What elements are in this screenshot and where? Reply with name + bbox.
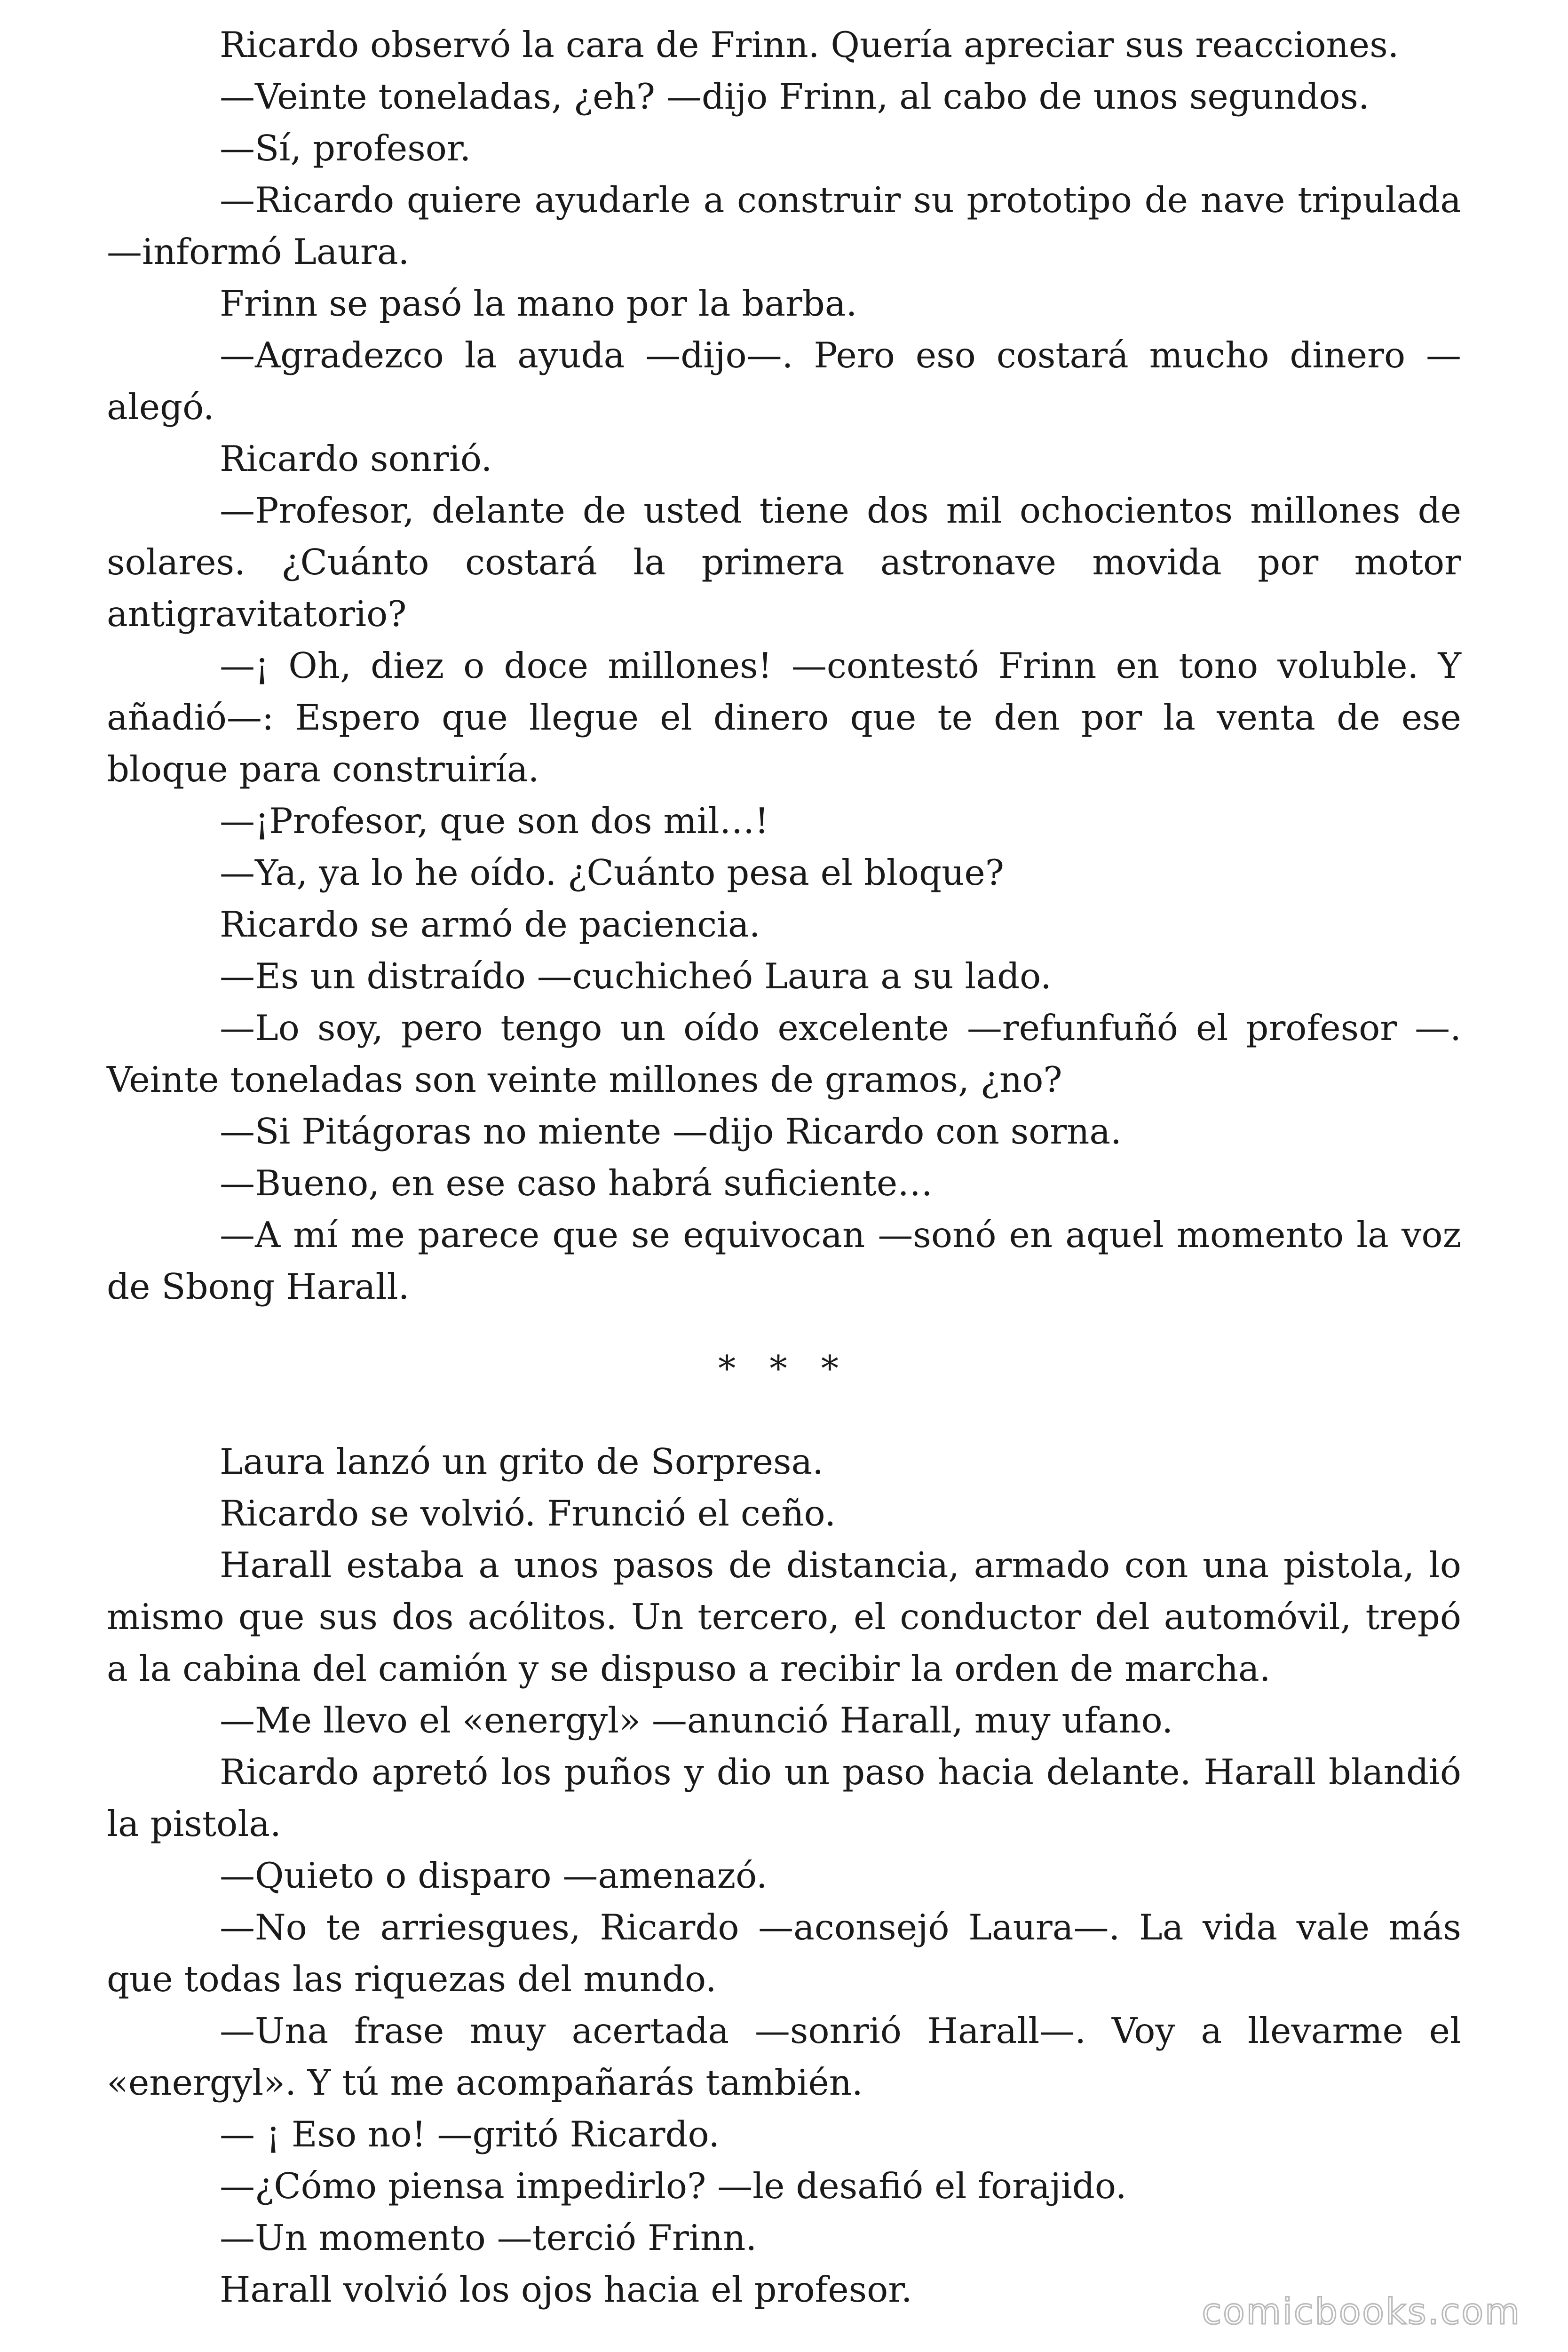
- paragraph: —Me llevo el «energyl» —anunció Harall, muy ufano.: [220, 1700, 1173, 1741]
- paragraph: —¿Cómo piensa impedirlo? —le desafió el forajido.: [220, 2165, 1127, 2207]
- paragraph: Harall estaba a unos pasos de distancia, armado con una pistola, lo mismo que sus dos acólitos. Un tercero, el conductor del automóvil, trepó a la cabina del camión y se dispuso a recibir la orden de marcha.: [107, 1544, 1461, 1689]
- paragraph: Harall volvió los ojos hacia el profesor.: [220, 2269, 912, 2310]
- paragraph: —¡Profesor, que son dos mil…!: [220, 800, 769, 842]
- paragraph: —Quieto o disparo —amenazó.: [220, 1855, 768, 1896]
- paragraph: Ricardo observó la cara de Frinn. Quería apreciar sus reacciones.: [220, 24, 1399, 65]
- paragraph: — ¡ Eso no! —gritó Ricardo.: [220, 2114, 720, 2155]
- paragraph: —Bueno, en ese caso habrá suficiente…: [220, 1162, 933, 1204]
- paragraph: —Ricardo quiere ayudarle a construir su prototipo de nave tripulada —informó Laura.: [107, 179, 1461, 272]
- page-text: [107, 19, 1461, 2315]
- section-2: [107, 1436, 1461, 2315]
- paragraph: —Agradezco la ayuda —dijo—. Pero eso costará mucho dinero —alegó.: [107, 334, 1461, 428]
- paragraph: —Veinte toneladas, ¿eh? —dijo Frinn, al cabo de unos segundos.: [220, 76, 1370, 117]
- paragraph: Ricardo se volvió. Frunció el ceño.: [220, 1493, 836, 1534]
- paragraph: —No te arriesgues, Ricardo —aconsejó Laura—. La vida vale más que todas las riquezas del mundo.: [107, 1907, 1461, 2000]
- paragraph: —A mí me parece que se equivocan —sonó en aquel momento la voz de Sbong Harall.: [107, 1214, 1461, 1307]
- paragraph: —Una frase muy acertada —sonrió Harall—. Voy a llevarme el «energyl». Y tú me acompañarás también.: [107, 2010, 1461, 2103]
- paragraph: Frinn se pasó la mano por la barba.: [220, 283, 857, 324]
- paragraph: —Es un distraído —cuchicheó Laura a su lado.: [220, 955, 1052, 997]
- paragraph: Laura lanzó un grito de Sorpresa.: [220, 1441, 824, 1482]
- watermark: comicbooks.com: [1202, 2290, 1521, 2332]
- paragraph: —Lo soy, pero tengo un oído excelente —refunfuñó el profesor —. Veinte toneladas son veinte millones de gramos, ¿no?: [107, 1007, 1461, 1100]
- section-1: [107, 19, 1461, 1312]
- paragraph: —Sí, profesor.: [220, 127, 471, 169]
- scene-break: * * *: [718, 1348, 850, 1389]
- paragraph: Ricardo se armó de paciencia.: [220, 904, 760, 945]
- paragraph: —Si Pitágoras no miente —dijo Ricardo con sorna.: [220, 1111, 1122, 1152]
- paragraph: —Un momento —terció Frinn.: [220, 2217, 757, 2258]
- paragraph: —Profesor, delante de usted tiene dos mil ochocientos millones de solares. ¿Cuánto costará la primera astronave movida por motor antigravitatorio?: [107, 490, 1461, 635]
- paragraph: —¡ Oh, diez o doce millones! —contestó Frinn en tono voluble. Y añadió—: Espero que llegue el dinero que te den por la venta de ese bloque para construiría.: [107, 645, 1461, 790]
- paragraph: Ricardo apretó los puños y dio un paso hacia delante. Harall blandió la pistola.: [107, 1751, 1461, 1844]
- paragraph: —Ya, ya lo he oído. ¿Cuánto pesa el bloque?: [220, 852, 1004, 893]
- paragraph: Ricardo sonrió.: [220, 438, 492, 479]
